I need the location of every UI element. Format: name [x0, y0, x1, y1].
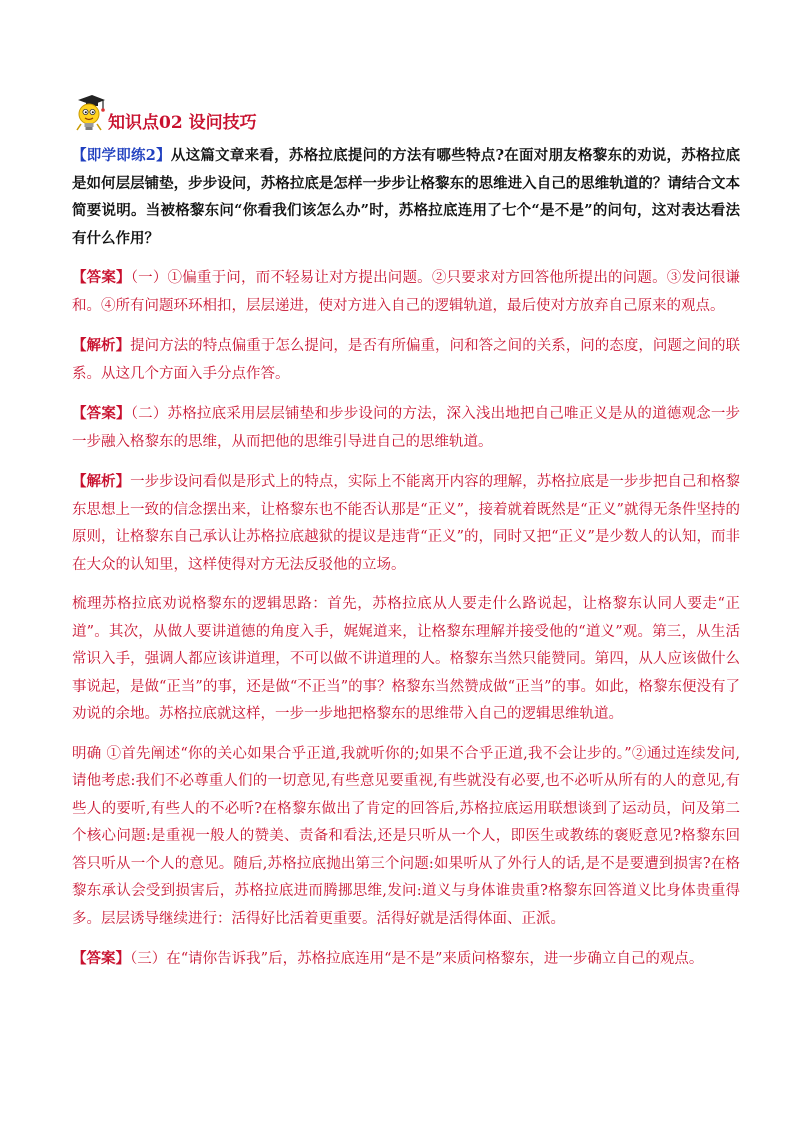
section-heading	[72, 92, 740, 134]
analysis-two-tag: 【解析】	[72, 473, 131, 490]
clarify-paragraph: 明确 ①首先阐述“你的关心如果合乎正道,我就听你的;如果不合乎正道,我不会让步的。”②通过连续发问,请他考虑:我们不必尊重人们的一切意见,有些意见要重视,有些就没有必要,也不必听从所有的人的意见,有些人的要听,有些人的不必听?在格黎东做出了肯定的回答后,苏格拉底运用联想谈到了运动员，问及第二个核心问题:是重视一般人的赞美、责备和看法,还是只听从一个人，即医生或教练的褒贬意见?格黎东回答只听从一个人的意见。随后,苏格拉底抛出第三个问题:如果听从了外行人的话,是不是要遭到损害?在格黎东承认会受到损害后，苏格拉底进而腾挪思维,发问:道义与身体谁贵重?格黎东回答道义比身体贵重得多。层层诱导继续进行：活得好比活着更重要。活得好就是活得体面、正派。	[72, 745, 740, 927]
question-tag: 【即学即练2】	[72, 147, 171, 164]
answer-one-text: （一）①偏重于问，而不轻易让对方提出问题。②只要求对方回答他所提出的问题。③发问很谦和。④所有问题环环相扣，层层递进，使对方进入自己的逻辑轨道，最后使对方放弃自己原来的观点。	[72, 270, 740, 314]
answer-two-tag: 【答案】	[72, 405, 131, 422]
answer-one	[72, 264, 740, 320]
answer-three	[72, 945, 740, 974]
answer-one-tag: 【答案】	[72, 269, 131, 286]
answer-two	[72, 400, 740, 456]
analysis-one-text: 提问方法的特点偏重于怎么提问，是否有所偏重，问和答之间的关系，问的态度，问题之间的联系。从这几个方面入手分点作答。	[72, 338, 741, 382]
section-subtitle: 设问技巧	[188, 113, 257, 133]
section-number: 知识点02	[108, 113, 183, 133]
logic-paragraph: 梳理苏格拉底劝说格黎东的逻辑思路：首先，苏格拉底从人要走什么路说起，让格黎东认同人要走“正道”。其次，从做人要讲道德的角度入手，娓娓道来，让格黎东理解并接受他的“道义”观。第三，从生活常识入手，强调人都应该讲道理，不可以做不讲道理的人。格黎东当然只能赞同。第四，从人应该做什么事说起，是做“正当”的事，还是做“不正当”的事？格黎东当然赞成做“正当”的事。如此，格黎东便没有了劝说的余地。苏格拉底就这样，一步一步地把格黎东的思维带入自己的逻辑思维轨道。	[72, 596, 740, 722]
practice-question	[72, 142, 740, 252]
analysis-two-text: 一步步设问看似是形式上的特点，实际上不能离开内容的理解，苏格拉底是一步步把自己和格黎东思想上一致的信念摆出来，让格黎东也不能否认那是“正义”，接着就着既然是“正义”就得无条件坚持的原则，让格黎东自己承认让苏格拉底越狱的提议是违背“正义”的，同时又把“正义”是少数人的认知，而非在大众的认知里，这样使得对方无法反驳他的立场。	[72, 474, 741, 573]
question-text: 从这篇文章来看，苏格拉底提问的方法有哪些特点?在面对朋友格黎东的劝说，苏格拉底是如何层层铺垫，步步设问，苏格拉底是怎样一步步让格黎东的思维进入自己的思维轨道的？请结合文本简要说明。当被格黎东问“你看我们该怎么办”时，苏格拉底连用了七个“是不是”的问句，这对表达看法有什么作用？	[72, 147, 740, 247]
answer-two-text: （二）苏格拉底采用层层铺垫和步步设问的方法，深入浅出地把自己唯正义是从的道德观念一步一步融入格黎东的思维，从而把他的思维引导进自己的思维轨道。	[72, 406, 740, 450]
answer-three-tag: 【答案】	[72, 950, 130, 967]
answer-three-text: （三）在“请你告诉我”后，苏格拉底连用“是不是”来质问格黎东，进一步确立自己的观点。	[130, 951, 704, 967]
analysis-one	[72, 332, 740, 388]
section-title	[108, 112, 257, 134]
analysis-two	[72, 468, 740, 579]
scholar-lightbulb-icon	[72, 94, 106, 134]
document-page	[72, 92, 740, 986]
analysis-one-tag: 【解析】	[72, 337, 131, 354]
